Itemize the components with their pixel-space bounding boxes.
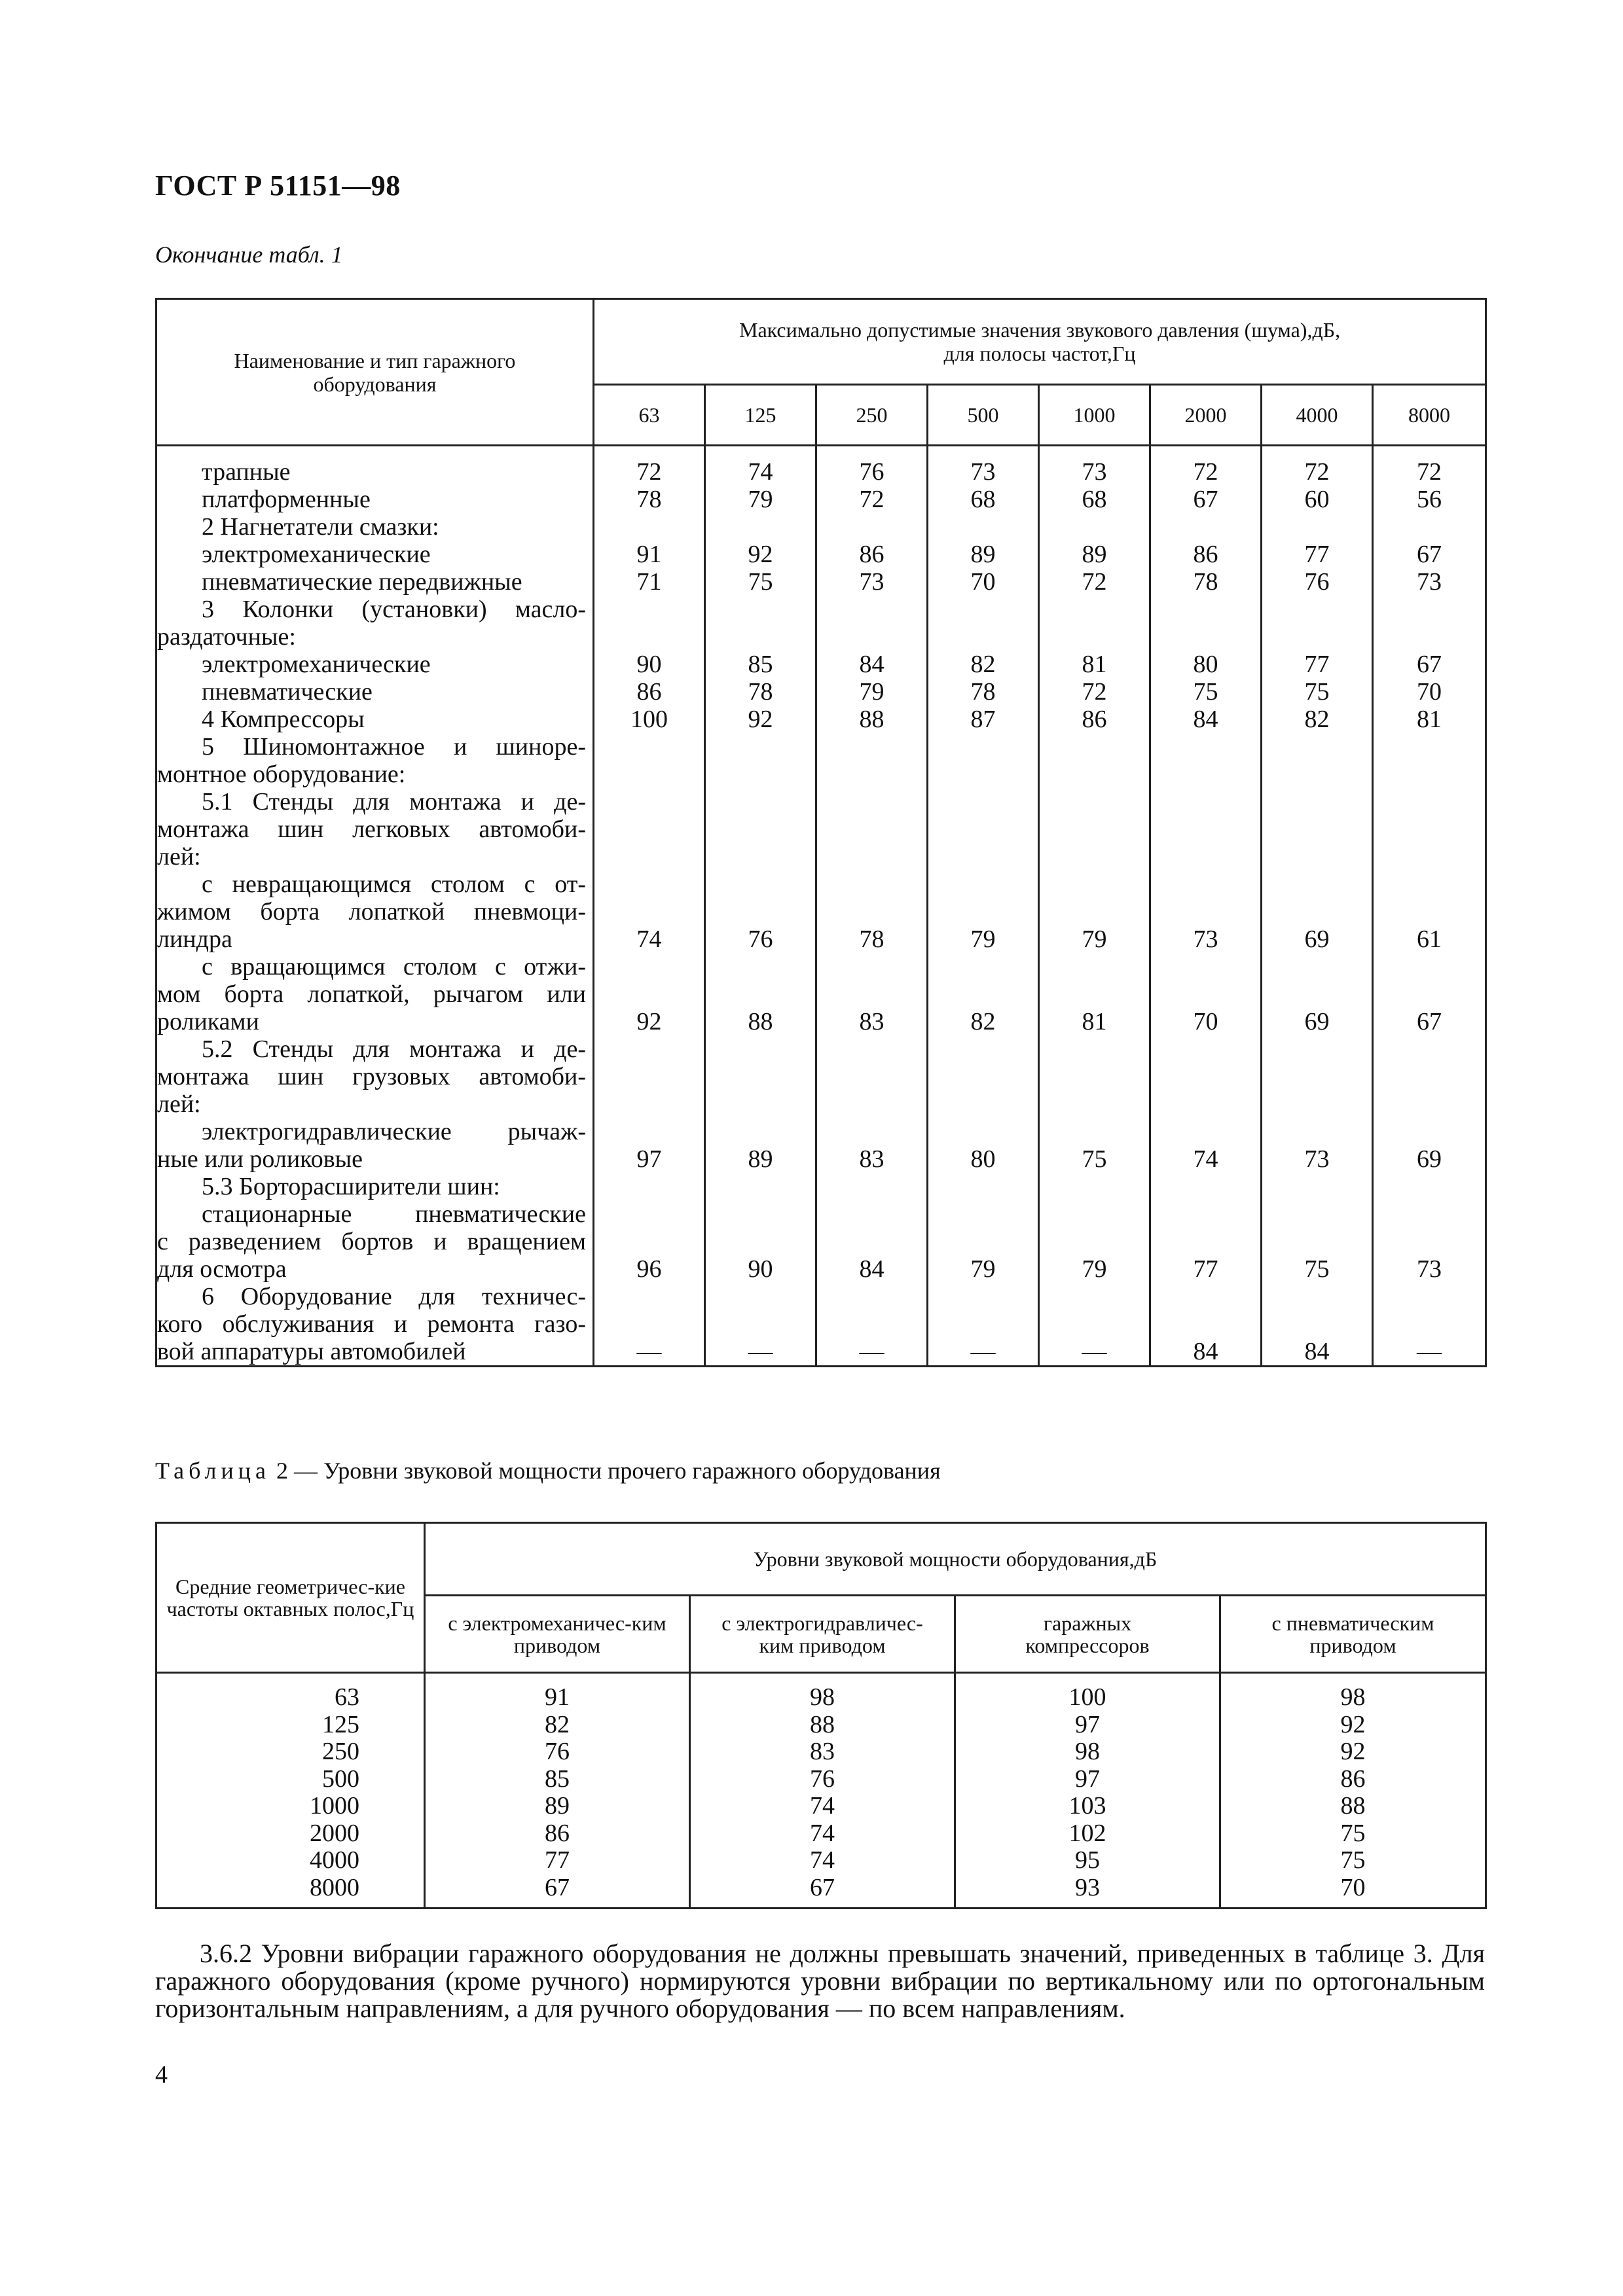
sound-pressure-value: 72 (859, 486, 884, 513)
sound-pressure-value: 86 (859, 541, 884, 568)
sound-power-value: 95 (1075, 1846, 1100, 1874)
octave-frequency-column (156, 1673, 425, 1909)
equipment-name-line: линдра (157, 925, 232, 953)
sound-pressure-value: 61 (1417, 925, 1442, 953)
sound-power-value: 85 (545, 1765, 570, 1793)
equipment-name-line: мом борта лопаткой, рычагом или (157, 980, 586, 1008)
page-number: 4 (155, 2061, 168, 2089)
octave-frequency-value: 63 (335, 1683, 359, 1711)
sound-pressure-value: 82 (970, 651, 996, 678)
sound-pressure-value: — (970, 1338, 996, 1365)
sound-pressure-value: 88 (859, 706, 884, 733)
equipment-name-line: монтажа шин легковых автомоби- (157, 816, 586, 843)
equipment-entry (157, 513, 586, 541)
sound-pressure-value: 91 (636, 541, 662, 568)
sound-pressure-value: 84 (859, 651, 884, 678)
values-column-2000 (1150, 446, 1262, 1367)
sound-pressure-value: 72 (1082, 568, 1107, 596)
equipment-entry (157, 541, 586, 568)
sound-power-value: 76 (545, 1738, 570, 1765)
sound-power-value: 92 (1340, 1710, 1366, 1738)
sound-power-value: 86 (545, 1819, 570, 1847)
sound-pressure-value: 100 (630, 706, 668, 733)
equipment-name-line: электрогидравлические рычаж- (202, 1118, 586, 1145)
sound-power-group-header: Уровни звуковой мощности оборудования,дБ (425, 1523, 1486, 1596)
sound-power-value: 92 (1340, 1738, 1366, 1765)
equipment-entry (157, 733, 586, 788)
sound-power-value: 102 (1068, 1819, 1106, 1847)
table-1-sound-pressure (155, 298, 1487, 1367)
sound-pressure-value: 76 (748, 925, 773, 953)
sound-pressure-value: 81 (1082, 1008, 1107, 1035)
frequency-header-125: 125 (705, 385, 816, 446)
sound-pressure-value: 81 (1417, 706, 1442, 733)
electromechanical-values-column (425, 1673, 690, 1909)
sound-pressure-value: 72 (1304, 458, 1330, 486)
sound-power-value: 74 (810, 1819, 835, 1847)
equipment-name-line: лей: (157, 1090, 201, 1118)
values-column-125 (705, 446, 816, 1367)
equipment-name-line: раздаточные: (157, 623, 296, 651)
sound-power-value: 76 (810, 1765, 835, 1793)
equipment-entry (157, 568, 586, 596)
sound-pressure-value: 78 (970, 678, 996, 706)
values-column-500 (928, 446, 1039, 1367)
group-header-line-1: Максимально допустимые значения звукового давления (шума),дБ, (739, 318, 1341, 342)
sound-pressure-value: 84 (1193, 706, 1218, 733)
sound-pressure-value: — (1082, 1338, 1107, 1365)
equipment-name-line: 5 Шиномонтажное и шиноре- (202, 733, 586, 761)
sound-pressure-value: 79 (1082, 925, 1107, 953)
sound-power-value: 88 (810, 1710, 835, 1738)
sound-pressure-value: 69 (1304, 925, 1330, 953)
equipment-name-line: монтное оборудование: (157, 761, 406, 788)
sound-pressure-value: 73 (970, 458, 996, 486)
sound-pressure-value: 75 (1304, 1255, 1330, 1283)
clause-3-6-2-text: 3.6.2 Уровни вибрации гаражного оборудования не должны превышать значений, приведенных в таблице 3. Для гаражного оборудования (кроме ручного) нормируются уровни вибрации по вертикальному или по ортогональным горизонтальным направлениям, а для ручного оборудования — по всем направлениям. (155, 1939, 1485, 2023)
equipment-entry (157, 458, 586, 486)
sound-pressure-value: 86 (1082, 706, 1107, 733)
sound-pressure-value: — (859, 1338, 884, 1365)
garage-compressors-header: гаражных компрессоров (955, 1596, 1220, 1673)
equipment-name-line: 6 Оборудование для техничес- (202, 1283, 586, 1310)
table-2-caption-title: 2 — Уровни звуковой мощности прочего гаражного оборудования (276, 1458, 941, 1484)
equipment-name-line: вой аппаратуры автомобилей (157, 1338, 466, 1365)
sound-power-value: 100 (1068, 1683, 1106, 1711)
sound-pressure-value: 78 (748, 678, 773, 706)
equipment-name-line: пневматические (202, 678, 373, 706)
equipment-name-line: с вращающимся столом с отжи- (202, 953, 586, 980)
equipment-entry (157, 1035, 586, 1118)
sound-pressure-value: 84 (1304, 1338, 1330, 1365)
equipment-name-line: кого обслуживания и ремонта газо- (157, 1310, 586, 1338)
sound-power-value: 75 (1340, 1819, 1366, 1847)
sound-pressure-value: 79 (970, 1255, 996, 1283)
sound-power-value: 67 (545, 1873, 570, 1901)
equipment-entry (157, 953, 586, 1035)
sound-pressure-value: 87 (970, 706, 996, 733)
sound-pressure-value: 79 (748, 486, 773, 513)
sound-power-value: 70 (1340, 1873, 1366, 1901)
sound-pressure-value: 73 (1417, 1255, 1442, 1283)
equipment-entry (157, 870, 586, 953)
sound-pressure-value: 92 (748, 541, 773, 568)
octave-frequency-value: 1000 (310, 1792, 359, 1820)
sound-pressure-value: 88 (748, 1008, 773, 1035)
sound-pressure-value: 86 (636, 678, 662, 706)
sound-pressure-value: 72 (636, 458, 662, 486)
sound-pressure-value: 72 (1193, 458, 1218, 486)
sound-pressure-value: 77 (1193, 1255, 1218, 1283)
sound-pressure-value: 74 (1193, 1145, 1218, 1173)
octave-frequency-value: 250 (322, 1738, 359, 1765)
sound-pressure-value: 84 (859, 1255, 884, 1283)
sound-pressure-value: 71 (636, 568, 662, 596)
sound-pressure-value: 73 (1304, 1145, 1330, 1173)
electrohydraulic-values-column (690, 1673, 955, 1909)
sound-pressure-value: 90 (636, 651, 662, 678)
sound-pressure-value: 78 (859, 925, 884, 953)
electrohydraulic-drive-header: с электрогидравличес-ким приводом (690, 1596, 955, 1673)
sound-pressure-value: 72 (1417, 458, 1442, 486)
sound-pressure-value: 84 (1193, 1338, 1218, 1365)
sound-pressure-value: 78 (1193, 568, 1218, 596)
sound-pressure-value: 68 (970, 486, 996, 513)
equipment-name-line: роликами (157, 1008, 259, 1035)
sound-pressure-value: 86 (1193, 541, 1218, 568)
electromechanical-drive-header: с электромеханичес-ким приводом (425, 1596, 690, 1673)
sound-pressure-value: 82 (970, 1008, 996, 1035)
equipment-name-line: 4 Компрессоры (202, 706, 365, 733)
sound-pressure-value: 67 (1417, 541, 1442, 568)
sound-pressure-value: 92 (748, 706, 773, 733)
sound-power-value: 103 (1068, 1792, 1106, 1820)
equipment-name-line: электромеханические (202, 541, 431, 568)
octave-frequency-header: Средние геометричес-кие частоты октавных полос,Гц (156, 1523, 425, 1673)
sound-pressure-value: 77 (1304, 651, 1330, 678)
sound-power-value: 97 (1075, 1765, 1100, 1793)
sound-pressure-value: 92 (636, 1008, 662, 1035)
sound-pressure-value: 85 (748, 651, 773, 678)
equipment-entry (157, 1173, 586, 1200)
sound-pressure-value: 68 (1082, 486, 1107, 513)
equipment-name-line: 5.1 Стенды для монтажа и де- (202, 788, 586, 816)
table-1-continuation-caption: Окончание табл. 1 (155, 242, 343, 268)
equipment-name-line: для осмотра (157, 1255, 287, 1283)
equipment-entry (157, 1200, 586, 1283)
equipment-entry (157, 596, 586, 651)
sound-power-value: 88 (1340, 1792, 1366, 1820)
sound-pressure-value: 75 (748, 568, 773, 596)
sound-power-value: 86 (1340, 1765, 1366, 1793)
sound-power-value: 97 (1075, 1710, 1100, 1738)
sound-pressure-value: 73 (1417, 568, 1442, 596)
sound-power-value: 91 (545, 1683, 570, 1711)
equipment-name-line: жимом борта лопаткой пневмоци- (157, 898, 586, 925)
sound-power-value: 75 (1340, 1846, 1366, 1874)
sound-pressure-value: 74 (636, 925, 662, 953)
equipment-name-line: 5.2 Стенды для монтажа и де- (202, 1035, 586, 1063)
sound-pressure-value: 69 (1417, 1145, 1442, 1173)
sound-pressure-value: 73 (1193, 925, 1218, 953)
sound-pressure-group-header (594, 299, 1486, 385)
sound-pressure-value: 97 (636, 1145, 662, 1173)
sound-power-value: 98 (1075, 1738, 1100, 1765)
sound-pressure-value: 73 (1082, 458, 1107, 486)
sound-power-value: 98 (810, 1683, 835, 1711)
equipment-entry (157, 678, 586, 706)
sound-pressure-value: 67 (1417, 1008, 1442, 1035)
equipment-entry (157, 651, 586, 678)
values-column-63 (594, 446, 705, 1367)
equipment-entry (157, 486, 586, 513)
sound-power-value: 89 (545, 1792, 570, 1820)
pneumatic-drive-header: с пневматическим приводом (1220, 1596, 1486, 1673)
pneumatic-values-column (1220, 1673, 1486, 1909)
sound-pressure-value: — (748, 1338, 773, 1365)
equipment-name-column (156, 446, 594, 1367)
compressor-values-column (955, 1673, 1220, 1909)
sound-power-value: 74 (810, 1792, 835, 1820)
equipment-name-line: 3 Колонки (установки) масло- (202, 596, 586, 623)
sound-pressure-value: 96 (636, 1255, 662, 1283)
frequency-header-250: 250 (816, 385, 928, 446)
sound-pressure-value: 56 (1417, 486, 1442, 513)
equipment-name-line: электромеханические (202, 651, 431, 678)
table-2-caption (155, 1457, 941, 1484)
sound-pressure-value: 81 (1082, 651, 1107, 678)
equipment-name-line: с разведением бортов и вращением (157, 1228, 586, 1255)
sound-pressure-value: 83 (859, 1008, 884, 1035)
table-2-caption-label: Таблица (155, 1458, 270, 1484)
sound-pressure-value: 72 (1082, 678, 1107, 706)
octave-frequency-value: 4000 (310, 1846, 359, 1874)
frequency-header-8000: 8000 (1373, 385, 1486, 446)
sound-power-value: 82 (545, 1710, 570, 1738)
frequency-header-2000: 2000 (1150, 385, 1262, 446)
sound-pressure-value: 90 (748, 1255, 773, 1283)
sound-pressure-value: 69 (1304, 1008, 1330, 1035)
sound-power-value: 77 (545, 1846, 570, 1874)
octave-frequency-value: 125 (322, 1710, 359, 1738)
frequency-header-4000: 4000 (1262, 385, 1373, 446)
document-code: ГОСТ Р 51151—98 (155, 170, 401, 202)
sound-power-value: 98 (1340, 1683, 1366, 1711)
octave-frequency-value: 8000 (310, 1873, 359, 1901)
sound-pressure-value: 79 (970, 925, 996, 953)
sound-power-value: 83 (810, 1738, 835, 1765)
frequency-header-1000: 1000 (1039, 385, 1150, 446)
sound-pressure-value: 82 (1304, 706, 1330, 733)
equipment-entry (157, 706, 586, 733)
values-column-1000 (1039, 446, 1150, 1367)
sound-pressure-value: 83 (859, 1145, 884, 1173)
equipment-entry (157, 1118, 586, 1173)
sound-pressure-value: 73 (859, 568, 884, 596)
values-column-4000 (1262, 446, 1373, 1367)
equipment-name-header: Наименование и тип гаражного оборудования (156, 299, 594, 446)
sound-pressure-value: 76 (859, 458, 884, 486)
sound-pressure-value: 67 (1193, 486, 1218, 513)
sound-pressure-value: 75 (1193, 678, 1218, 706)
sound-pressure-value: 74 (748, 458, 773, 486)
values-column-8000 (1373, 446, 1486, 1367)
sound-pressure-value: — (636, 1338, 662, 1365)
equipment-name-line: трапные (202, 458, 291, 486)
octave-frequency-value: 2000 (310, 1819, 359, 1847)
group-header-line-2: для полосы частот,Гц (943, 342, 1136, 365)
sound-pressure-value: 89 (1082, 541, 1107, 568)
sound-pressure-value: 78 (636, 486, 662, 513)
octave-frequency-value: 500 (322, 1765, 359, 1793)
sound-pressure-value: 60 (1304, 486, 1330, 513)
equipment-name-line: платформенные (202, 486, 371, 513)
frequency-header-500: 500 (928, 385, 1039, 446)
equipment-name-line: ные или роликовые (157, 1145, 363, 1173)
equipment-name-line: с невращающимся столом с от- (202, 870, 586, 898)
equipment-name-line: пневматические передвижные (202, 568, 522, 596)
sound-pressure-value: 80 (970, 1145, 996, 1173)
equipment-name-line: монтажа шин грузовых автомоби- (157, 1063, 586, 1090)
sound-power-value: 67 (810, 1873, 835, 1901)
sound-pressure-value: 75 (1082, 1145, 1107, 1173)
sound-pressure-value: 80 (1193, 651, 1218, 678)
table-2-sound-power (155, 1522, 1487, 1909)
sound-pressure-value: 70 (970, 568, 996, 596)
sound-pressure-value: 70 (1417, 678, 1442, 706)
sound-pressure-value: 89 (748, 1145, 773, 1173)
equipment-name-line: 2 Нагнетатели смазки: (202, 513, 439, 541)
sound-power-value: 74 (810, 1846, 835, 1874)
sound-pressure-value: — (1417, 1338, 1442, 1365)
equipment-name-line: стационарные пневматические (202, 1200, 586, 1228)
sound-power-value: 93 (1075, 1873, 1100, 1901)
equipment-entry (157, 788, 586, 870)
sound-pressure-value: 70 (1193, 1008, 1218, 1035)
sound-pressure-value: 79 (1082, 1255, 1107, 1283)
equipment-entry (157, 1283, 586, 1365)
sound-pressure-value: 79 (859, 678, 884, 706)
sound-pressure-value: 89 (970, 541, 996, 568)
sound-pressure-value: 76 (1304, 568, 1330, 596)
sound-pressure-value: 77 (1304, 541, 1330, 568)
sound-pressure-value: 75 (1304, 678, 1330, 706)
equipment-name-line: 5.3 Борторасширители шин: (202, 1173, 500, 1200)
sound-pressure-value: 67 (1417, 651, 1442, 678)
frequency-header-63: 63 (594, 385, 705, 446)
values-column-250 (816, 446, 928, 1367)
equipment-name-line: лей: (157, 843, 201, 870)
